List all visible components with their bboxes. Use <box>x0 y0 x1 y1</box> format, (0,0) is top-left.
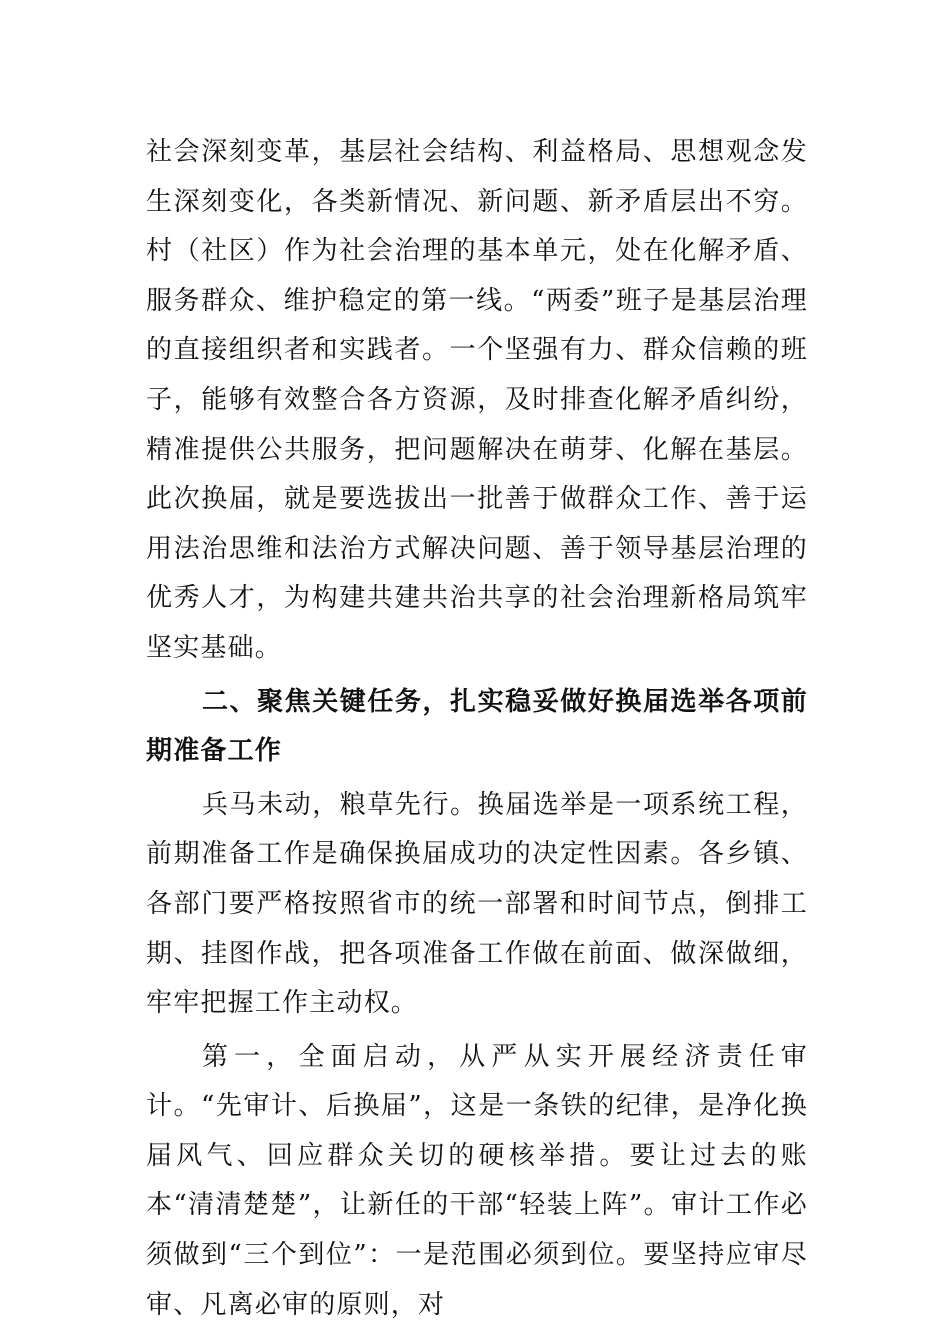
body-paragraph-1: 社会深刻变革，基层社会结构、利益格局、思想观念发生深刻变化，各类新情况、新问题、新矛盾层出不穷。村（社区）作为社会治理的基本单元，处在化解矛盾、服务群众、维护稳定的第一线。“两委”班子是基层治理的直接组织者和实践者。一个坚强有力、群众信赖的班子，能够有效整合各方资源，及时排查化解矛盾纠纷，精准提供公共服务，把问题解决在萌芽、化解在基层。此次换届，就是要选拔出一批善于做群众工作、善于运用法治思维和法治方式解决问题、善于领导基层治理的优秀人才，为构建共建共治共享的社会治理新格局筑牢坚实基础。 <box>146 137 808 663</box>
body-paragraph-2: 兵马未动，粮草先行。换届选举是一项系统工程，前期准备工作是确保换届成功的决定性因素。各乡镇、各部门要严格按照省市的统一部署和时间节点，倒排工期、挂图作战，把各项准备工作做在前面、做深做细，牢牢把握工作主动权。 <box>146 789 808 1019</box>
document-body <box>146 128 808 1330</box>
section-heading: 二、聚焦关键任务，扎实稳妥做好换届选举各项前期准备工作 <box>146 686 808 767</box>
body-paragraph-3: 第一，全面启动，从严从实开展经济责任审计。“先审计、后换届”，这是一条铁的纪律，是净化换届风气、回应群众关切的硬核举措。要让过去的账本“清清楚楚”，让新任的干部“轻装上阵”。审计工作必须做到“三个到位”：一是范围必须到位。要坚持应审尽审、凡离必审的原则，对 <box>146 1041 808 1320</box>
